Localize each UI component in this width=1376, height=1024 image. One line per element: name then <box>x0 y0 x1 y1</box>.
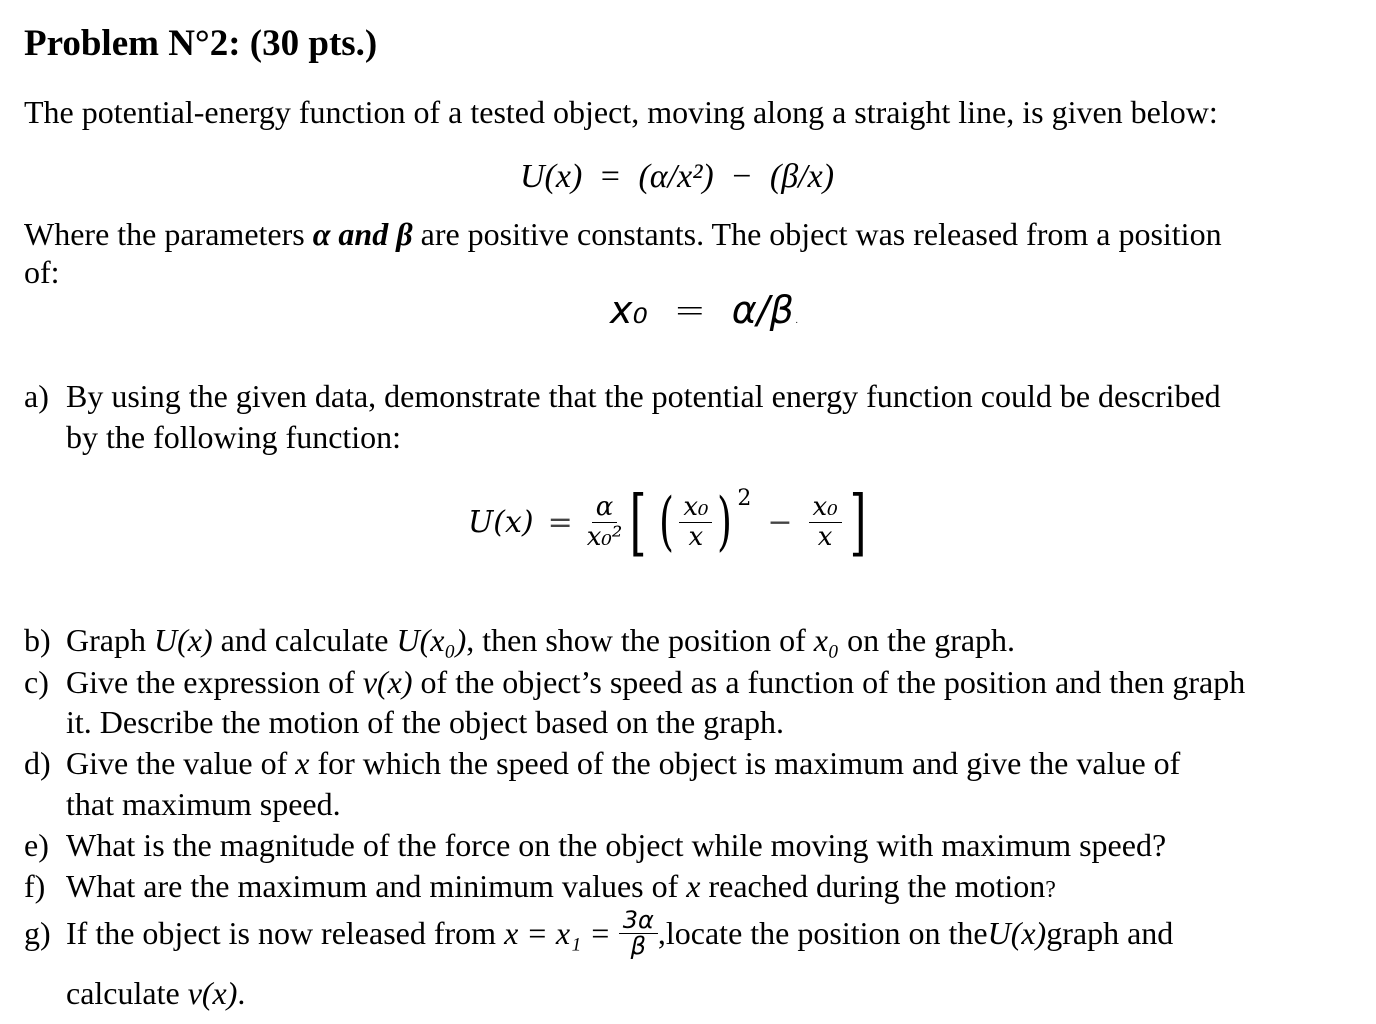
part-g-text3: graph and <box>1046 915 1174 952</box>
eq3-inner-fraction <box>679 493 712 551</box>
eq3-coef-den: x₀² <box>586 521 623 552</box>
part-a-label: a) <box>24 378 49 414</box>
part-e-label: e) <box>24 827 49 863</box>
problem-title: Problem N°2: (30 pts.) <box>24 23 378 64</box>
part-f-question-mark: ? <box>1045 877 1056 903</box>
part-b-math1: U(x) <box>153 622 213 658</box>
eq3-last-num: x₀ <box>809 493 842 523</box>
part-b <box>24 622 1015 659</box>
part-g-line2-period: . <box>237 975 246 1011</box>
part-b-text3: , then show the position of <box>466 622 814 658</box>
params-text-c: are positive constants. The object was released from a position <box>412 216 1222 252</box>
eq1-minus: − <box>732 158 752 195</box>
eq3-last-fraction <box>809 493 842 551</box>
eq1-term2: (β/x) <box>769 158 835 195</box>
eq2-dot: . <box>793 307 800 328</box>
part-g-frac-den: β <box>630 932 646 961</box>
part-g-text1: If the object is now released from <box>66 915 497 952</box>
part-a-line1: By using the given data, demonstrate that the potential energy function could be described <box>66 378 1221 414</box>
part-g-label: g) <box>24 915 51 952</box>
eq3-inner-den: x <box>688 521 704 552</box>
part-b-math3: x₀ <box>813 622 840 658</box>
part-b-text4: on the graph. <box>839 622 1016 658</box>
eq3-exponent: 2 <box>737 486 752 511</box>
part-b-math2: U(x₀) <box>396 622 467 658</box>
eq1-term1: (α/x²) <box>638 158 714 195</box>
part-d-label: d) <box>24 745 51 781</box>
part-g-text2: locate the position on the <box>665 915 988 952</box>
eq1-equals: = <box>600 158 620 195</box>
params-symbols: α and β <box>312 216 413 252</box>
part-c <box>24 664 1245 701</box>
part-f-text1: What are the maximum and minimum values of <box>66 868 687 904</box>
part-e-text: What is the magnitude of the force on the object while moving with maximum speed? <box>66 827 1167 863</box>
part-g-line2 <box>24 975 245 1012</box>
part-f <box>24 868 1056 905</box>
part-d-math1: x <box>295 745 310 781</box>
part-b-label: b) <box>24 622 51 658</box>
parameters-sentence <box>24 216 1222 253</box>
eq3-equals: = <box>547 504 573 540</box>
eq3-lhs: U(x) <box>468 504 534 540</box>
potential-energy-equation <box>520 158 834 196</box>
initial-position-equation <box>610 288 800 332</box>
part-g-fraction <box>619 908 658 959</box>
eq2-rhs: α/β <box>731 288 794 332</box>
part-c-text1: Give the expression of <box>66 664 363 700</box>
eq3-inner-num: x₀ <box>679 493 712 523</box>
part-f-math1: x <box>686 868 701 904</box>
part-a <box>24 378 1221 415</box>
part-g-comma: , <box>657 915 666 952</box>
part-g-math2: U(x) <box>987 915 1047 952</box>
eq3-coefficient <box>587 493 623 551</box>
part-c-text2: of the object’s speed as a function of the position and then graph <box>412 664 1246 700</box>
eq3-left-paren: ( <box>659 485 675 559</box>
part-c-math1: v(x) <box>362 664 413 700</box>
eq3-minus: − <box>767 504 793 540</box>
eq3-last-den: x <box>817 521 833 552</box>
part-e <box>24 827 1166 864</box>
part-g-frac-num: 3α <box>619 908 658 934</box>
rewritten-potential-equation <box>468 480 872 564</box>
part-c-line2: it. Describe the motion of the object based on the graph. <box>66 704 785 740</box>
part-b-text2: and calculate <box>212 622 397 658</box>
part-c-label: c) <box>24 664 49 700</box>
parameters-line2: of: <box>24 254 60 290</box>
part-g-math1: x = x₁ = <box>504 915 611 952</box>
part-g-line2-math: v(x) <box>187 975 238 1011</box>
eq2-equals: = <box>673 288 706 332</box>
part-f-label: f) <box>24 868 46 904</box>
params-text-a: Where the parameters <box>24 216 313 252</box>
eq3-left-bracket: [ <box>629 480 647 564</box>
eq3-coef-num: α <box>592 493 618 523</box>
part-a-line2: by the following function: <box>66 419 402 455</box>
eq3-right-paren: ) <box>717 485 733 559</box>
part-d-text1: Give the value of <box>66 745 296 781</box>
eq3-right-bracket: ] <box>849 480 867 564</box>
part-d-text2: for which the speed of the object is maximum and give the value of <box>309 745 1181 781</box>
part-d <box>24 745 1180 782</box>
part-g-line2-text: calculate <box>66 975 188 1011</box>
eq2-lhs: x₀ <box>610 288 648 332</box>
eq1-lhs: U(x) <box>520 158 583 195</box>
intro-text: The potential-energy function of a tested object, moving along a straight line, is given below: <box>24 94 1218 130</box>
part-g <box>24 908 1173 959</box>
part-d-line2: that maximum speed. <box>66 786 341 822</box>
part-b-text1: Graph <box>66 622 154 658</box>
part-f-text2: reached during the motion <box>700 868 1046 904</box>
